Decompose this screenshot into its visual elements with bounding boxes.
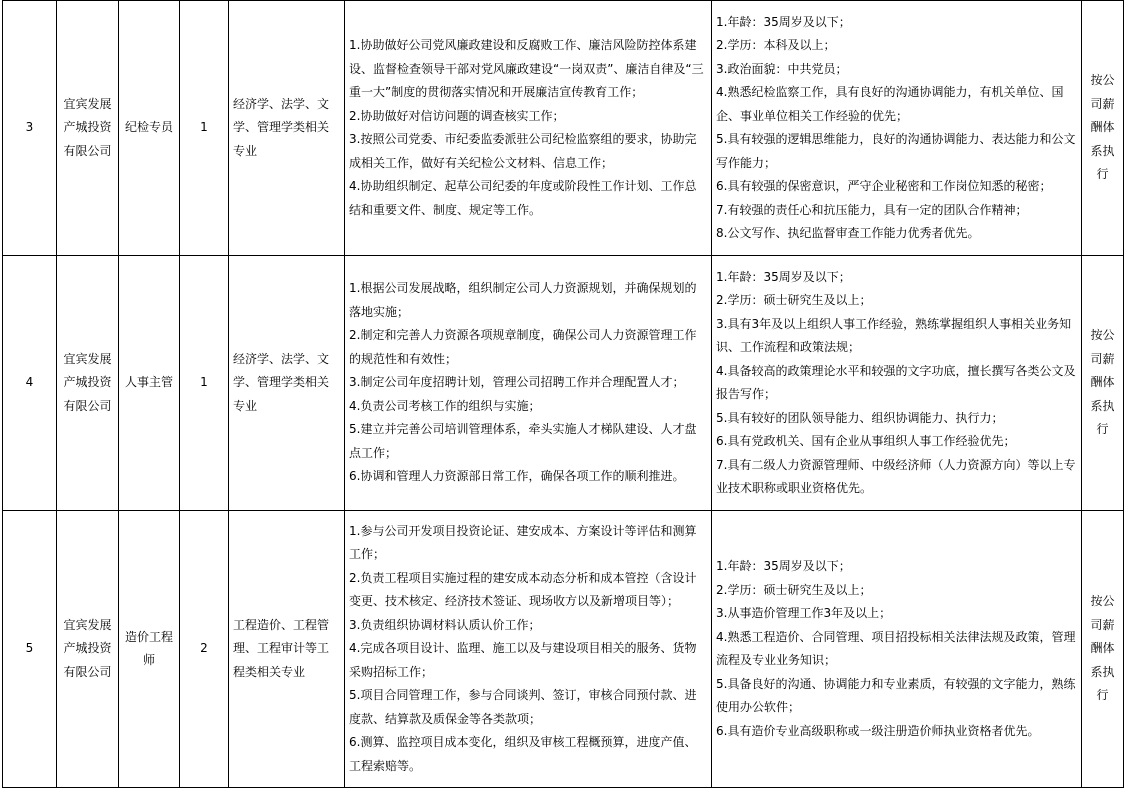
duties-cell <box>345 1 712 256</box>
duty-item: 4.协助组织制定、起草公司纪委的年度或阶段性工作计划、工作总结和重要文件、制度、规定等工作。 <box>349 179 697 217</box>
requirements-cell <box>712 1 1082 256</box>
row-number: 4 <box>3 256 57 511</box>
requirement-item: 3.从事造价管理工作3年及以上； <box>716 606 892 620</box>
duty-item: 1.参与公司开发项目投资论证、建安成本、方案设计等评估和测算工作； <box>349 523 697 562</box>
major-requirement: 工程造价、工程管理、工程审计等工程类相关专业 <box>229 511 345 788</box>
requirement-item: 6.具有党政机关、国有企业从事组织人事工作经验优先； <box>716 434 1016 448</box>
duties-cell <box>345 256 712 511</box>
pay-policy <box>1082 1 1124 256</box>
requirement-item: 2.学历：硕士研究生及以上； <box>716 293 872 307</box>
duty-item: 3.制定公司年度招聘计划，管理公司招聘工作并合理配置人才； <box>349 375 685 390</box>
table-row <box>3 256 1124 511</box>
position-name: 纪检专员 <box>119 1 180 256</box>
requirement-item: 7.具有二级人力资源管理师、中级经济师（人力资源方向）等以上专业技术职称或职业资格优先。 <box>716 457 1076 495</box>
company-name: 宜宾发展产城投资有限公司 <box>57 511 119 788</box>
duty-item: 5.建立并完善公司培训管理体系，牵头实施人才梯队建设、人才盘点工作； <box>349 422 697 460</box>
duty-item: 6.测算、监控项目成本变化，组织及审核工程概预算，进度产值、工程索赔等。 <box>349 735 697 773</box>
pay-policy-text: 按公司薪酬体系执行 <box>1090 594 1115 703</box>
major-requirement: 经济学、法学、文学、管理学类相关专业 <box>229 256 345 511</box>
requirement-item: 5.具有较好的团队领导能力、组织协调能力、执行力； <box>716 410 1004 425</box>
pay-policy <box>1082 511 1124 788</box>
duty-item: 3.负责组织协调材料认质认价工作； <box>349 617 541 632</box>
pay-policy <box>1082 256 1124 511</box>
position-name: 人事主管 <box>119 256 180 511</box>
requirement-item: 4.具备较高的政策理论水平和较强的文字功底，擅长撰写各类公文及报告写作； <box>716 363 1076 401</box>
position-name: 造价工程师 <box>119 511 180 788</box>
recruitment-table <box>2 0 1124 788</box>
duty-item: 4.负责公司考核工作的组织与实施； <box>349 398 541 413</box>
requirement-item: 2.学历：本科及以上； <box>716 38 836 52</box>
requirement-item: 2.学历：硕士研究生及以上； <box>716 582 872 597</box>
company-name: 宜宾发展产城投资有限公司 <box>57 1 119 256</box>
duty-item: 4.完成各项目设计、监理、施工以及与建设项目相关的服务、货物采购招标工作； <box>349 641 697 679</box>
requirement-item: 1.年龄：35周岁及以下； <box>716 269 851 284</box>
pay-policy-text: 按公司薪酬体系执行 <box>1090 328 1115 437</box>
table-row <box>3 1 1124 256</box>
duty-item: 2.协助做好对信访问题的调查核实工作； <box>349 108 565 123</box>
requirement-item: 6.具有造价专业高级职称或一级注册造价师执业资格者优先。 <box>716 723 1040 738</box>
duty-item: 1.协助做好公司党风廉政建设和反腐败工作、廉洁风险防控体系建设、监督检查领导干部对党风廉政建设“一岗双责”、廉洁自律及“三重一大”制度的贯彻落实情况和开展廉洁宣传教育工作； <box>349 38 704 99</box>
table-row <box>3 511 1124 788</box>
major-requirement: 经济学、法学、文学、管理学类相关专业 <box>229 1 345 256</box>
duty-item: 6.协调和管理人力资源部日常工作，确保各项工作的顺利推进。 <box>349 469 685 484</box>
requirement-item: 7.有较强的责任心和抗压能力，具有一定的团队合作精神； <box>716 202 1028 217</box>
requirement-item: 4.熟悉工程造价、合同管理、项目招投标相关法律法规及政策，管理流程及专业业务知识； <box>716 629 1076 667</box>
duty-item: 5.项目合同管理工作，参与合同谈判、签订，审核合同预付款、进度款、结算款及质保金等各类款项； <box>349 688 697 726</box>
duty-item: 2.制定和完善人力资源各项规章制度，确保公司人力资源管理工作的规范性和有效性； <box>349 328 697 366</box>
requirement-item: 6.具有较强的保密意识，严守企业秘密和工作岗位知悉的秘密； <box>716 179 1052 193</box>
requirement-item: 1.年龄：35周岁及以下； <box>716 14 851 29</box>
headcount: 2 <box>180 511 229 788</box>
row-number: 3 <box>3 1 57 256</box>
row-number: 5 <box>3 511 57 788</box>
headcount: 1 <box>180 256 229 511</box>
requirement-item: 8.公文写作、执纪监督审查工作能力优秀者优先。 <box>716 226 980 240</box>
duty-item: 2.负责工程项目实施过程的建安成本动态分析和成本管控（含设计变更、技术核定、经济技术签证、现场收方以及新增项目等）； <box>349 570 697 609</box>
pay-policy-text: 按公司薪酬体系执行 <box>1090 73 1115 182</box>
company-name: 宜宾发展产城投资有限公司 <box>57 256 119 511</box>
duties-cell <box>345 511 712 788</box>
requirement-item: 1.年龄：35周岁及以下； <box>716 559 851 573</box>
requirement-item: 5.具备良好的沟通、协调能力和专业素质，有较强的文字能力，熟练使用办公软件； <box>716 676 1076 714</box>
headcount: 1 <box>180 1 229 256</box>
duty-item: 3.按照公司党委、市纪委监委派驻公司纪检监察组的要求，协助完成相关工作，做好有关纪检公文材料、信息工作； <box>349 132 697 170</box>
requirement-item: 4.熟悉纪检监察工作，具有良好的沟通协调能力，有机关单位、国企、事业单位相关工作经验的优先； <box>716 85 1064 123</box>
requirements-cell <box>712 256 1082 511</box>
requirement-item: 3.政治面貌：中共党员； <box>716 61 848 76</box>
duty-item: 1.根据公司发展战略，组织制定公司人力资源规划，并确保规划的落地实施； <box>349 281 697 319</box>
requirements-cell <box>712 511 1082 788</box>
requirement-item: 5.具有较强的逻辑思维能力，良好的沟通协调能力、表达能力和公文写作能力； <box>716 132 1076 170</box>
requirement-item: 3.具有3年及以上组织人事工作经验，熟练掌握组织人事相关业务知识、工作流程和政策法规； <box>716 316 1072 354</box>
